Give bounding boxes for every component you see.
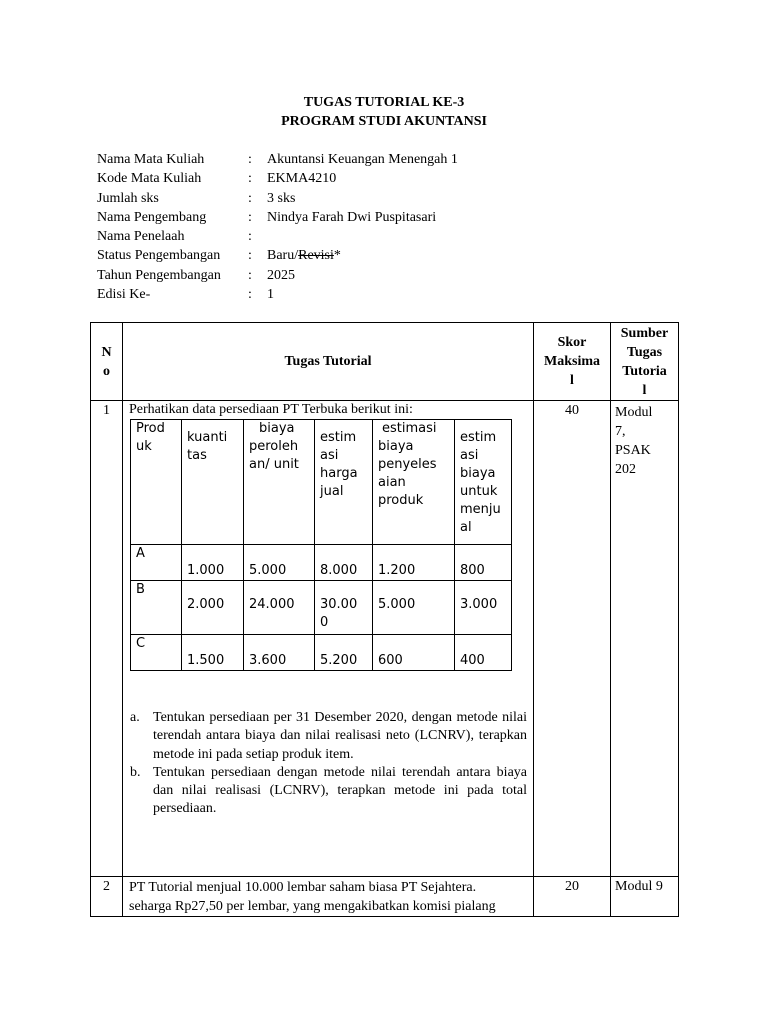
header-no: N o — [91, 323, 123, 401]
header-source: Sumber Tugas Tutoria l — [611, 323, 679, 401]
cell-completion: 600 — [373, 635, 455, 671]
inventory-table — [130, 419, 512, 671]
cell-selling: 400 — [455, 635, 512, 671]
info-colon: : — [248, 190, 252, 206]
row-number: 2 — [91, 877, 123, 917]
tutorial-task-table — [90, 322, 679, 917]
cell-product: B — [131, 581, 182, 635]
cell-quantity: 1.500 — [182, 635, 244, 671]
source-cell: Modul 7, PSAK 202 — [611, 401, 679, 877]
cell-price: 5.200 — [315, 635, 373, 671]
task-content — [123, 401, 534, 877]
task-line-1: PT Tutorial menjual 10.000 lembar saham biasa PT Sejahtera. — [129, 880, 477, 895]
task-intro: Perhatikan data persediaan PT Terbuka berikut ini: — [129, 402, 413, 417]
info-value: 2025 — [267, 267, 295, 283]
info-colon: : — [248, 152, 252, 167]
info-label: Jumlah sks — [97, 190, 159, 206]
cell-product: C — [131, 635, 182, 671]
inventory-row-a — [131, 545, 512, 581]
cell-cost: 24.000 — [244, 581, 315, 635]
document-title: TUGAS TUTORIAL KE-3 — [303, 95, 465, 110]
inventory-row-b — [131, 581, 512, 635]
info-value: 1 — [267, 287, 274, 303]
question-a — [129, 709, 527, 764]
score-cell: 40 — [534, 401, 611, 877]
status-asterisk: * — [333, 248, 341, 264]
task-content — [123, 877, 534, 917]
cell-cost: 3.600 — [244, 635, 315, 671]
info-label: Nama Penelaah — [97, 229, 185, 245]
task-row-2 — [91, 877, 679, 917]
score-cell: 20 — [534, 877, 611, 917]
row-number: 1 — [91, 401, 123, 877]
info-colon: : — [248, 248, 252, 264]
info-value-status — [267, 246, 341, 265]
header-task: Tugas Tutorial — [123, 323, 534, 401]
info-label: Kode Mata Kuliah — [97, 171, 202, 187]
question-list — [129, 709, 527, 819]
header-row — [91, 323, 679, 401]
info-label: Nama Pengembang — [97, 209, 207, 225]
question-text: Tentukan persediaan dengan metode nilai terendah antara biaya dan nilai realisasi (LCNRV), terapkan metode ini pada total persediaan. — [153, 764, 527, 817]
info-colon: : — [248, 229, 252, 245]
cell-price: 8.000 — [315, 545, 373, 581]
info-value: EKMA4210 — [267, 171, 337, 187]
info-label: Edisi Ke- — [97, 287, 151, 303]
inventory-header-row — [131, 420, 512, 545]
col-completion-cost: estimasi biaya penyeles aian produk — [373, 420, 455, 545]
cell-quantity: 2.000 — [182, 581, 244, 635]
cell-completion: 5.000 — [373, 581, 455, 635]
cell-price: 30.00 0 — [315, 581, 373, 635]
status-new: Baru/ — [267, 248, 299, 264]
program-title: PROGRAM STUDI AKUNTANSI — [281, 114, 487, 129]
question-marker: b. — [130, 764, 141, 780]
task-row-1 — [91, 401, 679, 877]
info-value: Nindya Farah Dwi Puspitasari — [267, 209, 437, 225]
question-marker: a. — [130, 710, 140, 725]
task-line-2: seharga Rp27,50 per lembar, yang mengakibatkan komisi pialang — [129, 899, 496, 914]
col-estimated-price: estim asi harga jual — [315, 420, 373, 545]
cell-selling: 800 — [455, 545, 512, 581]
info-label: Status Pengembangan — [97, 248, 221, 264]
info-colon: : — [248, 267, 252, 283]
inventory-row-c — [131, 635, 512, 671]
info-value: Akuntansi Keuangan Menengah 1 — [267, 152, 458, 167]
info-colon: : — [248, 287, 252, 303]
cell-completion: 1.200 — [373, 545, 455, 581]
info-value: 3 sks — [267, 190, 296, 206]
col-acquisition-cost: biaya peroleh an/ unit — [244, 420, 315, 545]
col-selling-cost: estim asi biaya untuk menju al — [455, 420, 512, 545]
cell-cost: 5.000 — [244, 545, 315, 581]
question-b — [129, 764, 527, 819]
header-score: Skor Maksima l — [534, 323, 611, 401]
info-label: Tahun Pengembangan — [97, 267, 221, 283]
cell-product: A — [131, 545, 182, 581]
info-colon: : — [248, 171, 252, 187]
col-product: Prod uk — [131, 420, 182, 545]
question-text: Tentukan persediaan per 31 Desember 2020, dengan metode nilai terendah antara biaya dan nilai realisasi neto (LCNRV), terapkan metode ini pada setiap produk item. — [153, 710, 527, 762]
info-label: Nama Mata Kuliah — [97, 152, 205, 167]
cell-quantity: 1.000 — [182, 545, 244, 581]
status-revision-struck: Revisi — [298, 248, 334, 264]
source-cell: Modul 9 — [611, 877, 679, 917]
col-quantity: kuanti tas — [182, 420, 244, 545]
info-colon: : — [248, 209, 252, 225]
cell-selling: 3.000 — [455, 581, 512, 635]
